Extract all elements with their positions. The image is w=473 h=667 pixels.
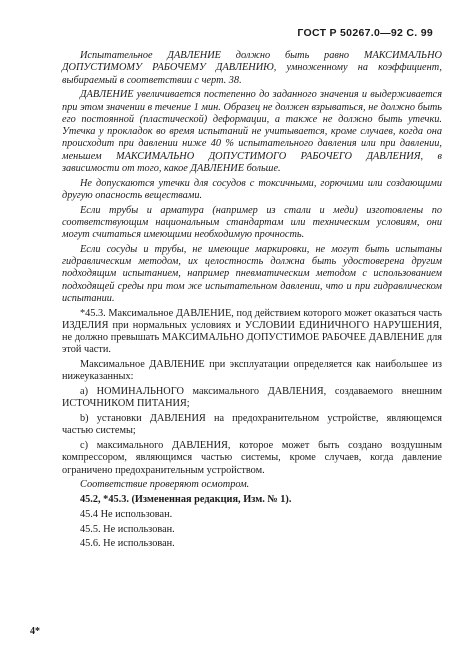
paragraph-pipes-fittings: Если трубы и арматура (например из стали и меди) изготовлены по соответствующим национальным стандартам или техническим условиям, они могут считаться имеющими необходимую прочность. [62, 204, 442, 240]
paragraph-45-4: 45.4 Не использован. [80, 508, 173, 520]
document-body [62, 50, 442, 553]
list-item-c: c) максимального ДАВЛЕНИЯ, которое может быть создано воздушным компрессором, являющимся частью системы, кроме случаев, когда давление ограничено предохранительным устройством. [62, 440, 442, 476]
paragraph-compliance: Соответствие проверяют осмотром. [80, 479, 250, 491]
page-footer-mark: 4* [30, 626, 40, 637]
paragraph-leaks-toxic: Не допускаются утечки для сосудов с токсичными, горючими или создающими другую опасность веществами. [62, 177, 442, 201]
paragraph-test-pressure: Испытательное ДАВЛЕНИЕ должно быть равно МАКСИМАЛЬНО ДОПУСТИМОМУ РАБОЧЕМУ ДАВЛЕНИЮ, умноженному на коэффициент, выбираемый в соответствии с черт. 38. [62, 50, 442, 86]
paragraph-max-pressure: Максимальное ДАВЛЕНИЕ при эксплуатации определяется как наибольшее из нижеуказанных: [62, 359, 442, 383]
page-header: ГОСТ Р 50267.0—92 С. 99 [297, 27, 433, 39]
paragraph-45-5: 45.5. Не использован. [80, 523, 175, 535]
paragraph-45-6: 45.6. Не использован. [80, 538, 175, 550]
list-item-a: a) НОМИНАЛЬНОГО максимального ДАВЛЕНИЯ, создаваемого внешним ИСТОЧНИКОМ ПИТАНИЯ; [62, 386, 442, 410]
paragraph-clause-45-3: *45.3. Максимальное ДАВЛЕНИЕ, под действием которого может оказаться часть ИЗДЕЛИЯ при нормальных условиях и УСЛОВИИ ЕДИНИЧНОГО НАРУШЕНИЯ, не должно превышать МАКСИМАЛЬНО ДОПУСТИМОЕ РАБОЧЕЕ ДАВЛЕНИЕ для этой части. [62, 307, 442, 356]
paragraph-pressure-increase: ДАВЛЕНИЕ увеличивается постепенно до заданного значения и выдерживается при этом значении в течение 1 мин. Образец не должен взрываться, не должно быть его постоянной (пластической) деформации, а также не должно быть утечки. Утечка у прокладок во время испытаний не учитывается, кроме случаев, когда она происходит при давлении ниже 40 % испытательного давления или при давлении, меньшем МАКСИМАЛЬНО ДОПУСТИМОГО РАБОЧЕГО ДАВЛЕНИЯ, в зависимости от того, какое ДАВЛЕНИЕ больше. [62, 89, 442, 174]
paragraph-amendment: 45.2, *45.3. (Измененная редакция, Изм. № 1). [80, 494, 292, 505]
list-item-b: b) установки ДАВЛЕНИЯ на предохранительном устройстве, являющемся частью системы; [62, 413, 442, 437]
paragraph-unmarked-vessels: Если сосуды и трубы, не имеющие маркировки, не могут быть испытаны гидравлическим методом, их целостность должна быть удостоверена другим подходящим испытанием, например пневматическим методом с использованием подходящей среды при том же испытательном давлении, что и при гидравлическом испытании. [62, 243, 442, 304]
